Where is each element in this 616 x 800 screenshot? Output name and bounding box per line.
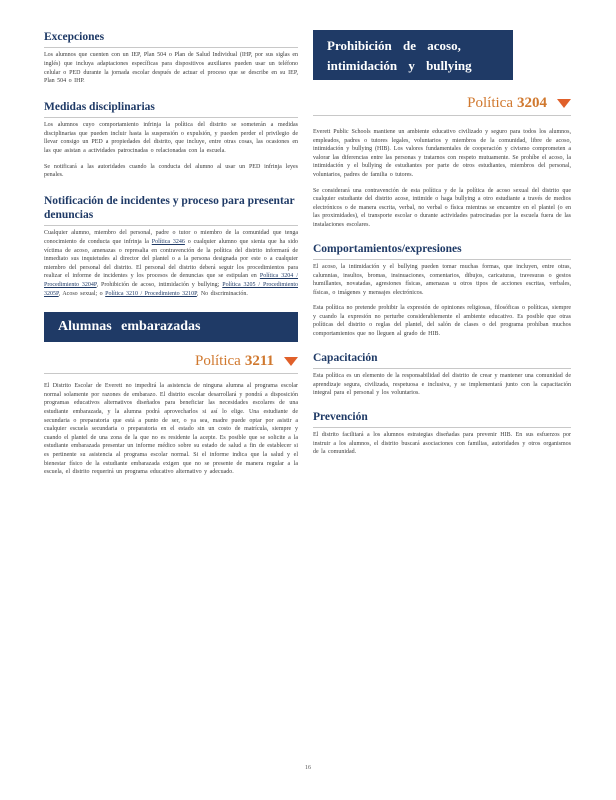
right-column bbox=[313, 30, 571, 464]
triangle-down-icon bbox=[557, 99, 571, 108]
harassment-text-2: Se considerará una contravención de esta política y de la política de acoso sexual del distrito que cualquier estudiante del distrito acose, intimide o haga bullying a otro estudiante a través de medios electrónicos o de manera escrita, verbal, no verbal o física mientras se encuentre en el plantel (o en las proximidades), el transporte escolar o durante actividades patrocinadas por la escuela fuera de las instalaciones escolares. bbox=[313, 187, 571, 228]
policy-3246-link[interactable]: Política 3246 bbox=[151, 239, 185, 246]
pregnant-students-text: El Distrito Escolar de Everett no impedirá la asistencia de ninguna alumna al programa escolar normal solamente por razones de embarazo. El distrito escolar desarrollará y pondrá a disposición programas educativos alternativos diseñados para beneficiar las necesidades escolares de una estudiante embarazada, y la alumna podrá aprovecharlos si así lo elige. Una estudiante de secundaria o preparatoria que está a punto de ser, o ya sea, madre puede optar por asistir a cualquier escuela secundaria o preparatoria en el estado sin un costo de matrícula, siempre y cuando el plantel de una zona de la que no es residente la acepte. Es posible que se solicite a la estudiante embarazada presentar un informe médico sobre su estado de salud a fin de establecer si es pertinente su asistencia al programa escolar normal. Si el informe indica que la salud y el bienestar físico de la estudiante embarazada exigen que no se presente de manera regular a la escuela, el distrito requerirá un programa educativo alternativo y adecuado. bbox=[44, 383, 298, 476]
discipline-heading: Medidas disciplinarias bbox=[44, 100, 298, 118]
exceptions-text: Los alumnos que cuenten con un IEP, Plan 504 o Plan de Salud Individual (IHP, por sus siglas en inglés) que incluya adaptaciones específicas para dispositivos auxiliares pueden usar un teléfono celular o PED durante la jornada escolar después de actuar el proceso que se describe en su IEP, Plan 504 o IHP. bbox=[44, 52, 298, 85]
behaviors-text-1: El acoso, la intimidación y el bullying pueden tomar muchas formas, que incluyen, entre otras, calumnias, insultos, bromas, insinuaciones, comentarios, dibujos, caricaturas, travesuras o gestos humillantes, novatadas, agresiones físicas, amenazas u otros tipos de acciones escritas, verbales, físicas, o imágenes y mensajes electrónicos. bbox=[313, 263, 571, 296]
training-text: Esta política es un elemento de la responsabilidad del distrito de crear y mantener una comunidad de aprendizaje segura, civilizada, respetuosa e inclusiva, y se implementará junto con la capacitación integral para el personal y los voluntarios. bbox=[313, 373, 571, 397]
exceptions-heading: Excepciones bbox=[44, 30, 298, 48]
policy-number: 3211 bbox=[244, 353, 274, 370]
discipline-note: Se notificará a las autoridades cuando la conducta del alumno al usar un PED infrinja leyes penales. bbox=[44, 163, 298, 179]
left-column bbox=[44, 30, 298, 484]
behaviors-text-2: Esta política no pretende prohibir la expresión de opiniones religiosas, filosóficas o políticas, siempre y cuando la expresión no perturbe considerablemente el ambiente educativo. Es posible que otras políticas del distrito o reglas del plantel, del salón de clases o del programa prohíban muchos comportamientos que no lleguen al grado de HIB. bbox=[313, 305, 571, 338]
prevention-text: El distrito facilitará a los alumnos estrategias diseñadas para prevenir HIB. En sus esfuerzos por instruir a los alumnos, el distrito buscará asociaciones con familias, autoridades y otros organismos de la comunidad. bbox=[313, 432, 571, 456]
policy-label: Política bbox=[194, 353, 241, 370]
incident-text-part-5: , No discriminación. bbox=[196, 290, 248, 297]
incident-text-part-3: , Prohibición de acoso, intimidación y bullying; bbox=[96, 282, 220, 288]
triangle-down-icon bbox=[284, 357, 298, 366]
pregnant-students-banner bbox=[44, 312, 298, 342]
policy-3211-row bbox=[44, 352, 298, 374]
policy-3204-link[interactable]: Política 3204 / Procedimiento 3204P bbox=[44, 273, 299, 288]
discipline-text: Los alumnos cuyo comportamiento infrinja la política del distrito se someterán a medidas disciplinarias que pueden incluir hasta la suspensión o expulsión, y pueden perder el privilegio de llevar consigo un PED a propiedades del distrito, que incluye, entre otras cosas, las ocasiones en las que asistan a actividades patrocinadas o relacionadas con la escuela. bbox=[44, 122, 298, 154]
policy-3205-link[interactable]: Política 3205 / Procedimiento 3205P bbox=[44, 282, 298, 297]
behaviors-heading: Comportamientos/expresiones bbox=[313, 242, 571, 260]
page-number: 16 bbox=[305, 765, 311, 771]
harassment-text-1: Everett Public Schools mantiene un ambiente educativo civilizado y seguro para todos los alumnos, empleados, padres o tutores legales, voluntarios y miembros de la comunidad, libre de acoso, intimidación y bullying (HIB). Los valores fundamentales de cooperación y civismo comprometen a valorar las diferencias entre las personas y tratarnos con respeto mutuamente. Se prohíbe el acoso, la intimidación y el bullying de estudiantes por parte de otros estudiantes, miembros del personal, voluntarios, padres de familia o tutores. bbox=[313, 129, 571, 178]
policy-3204-row bbox=[313, 94, 571, 116]
training-heading: Capacitación bbox=[313, 351, 571, 369]
incident-text bbox=[44, 229, 298, 298]
incident-text-part-2: o cualquier alumno que sienta que ha sido víctima de acoso, amenazas o represalia en contravención de la política del distrito informará de inmediato sus inquietudes al director del plantel o a la persona designada por este o a cualquier miembro del personal del distrito. El personal del distrito deberá seguir los procedimientos para realizar el informe de incidentes y los procesos de denuncias que se estipulan en bbox=[44, 239, 299, 280]
harassment-title: Prohibición de acoso, intimidación y bullying bbox=[327, 38, 472, 73]
pregnant-students-title: Alumnas embarazadas bbox=[58, 319, 201, 335]
incident-text-part-4: , Acoso sexual; o bbox=[58, 290, 103, 297]
incident-heading: Notificación de incidentes y proceso para presentar denuncias bbox=[44, 194, 298, 227]
incident-text-part-1: Cualquier alumno, miembro del personal, padre o tutor o miembro de la comunidad que tenga conocimiento de conducta que infrinja la bbox=[44, 230, 298, 246]
harassment-banner bbox=[313, 30, 513, 80]
policy-3210-link[interactable]: Política 3210 / Procedimiento 3210P bbox=[105, 290, 197, 297]
policy-label: Política bbox=[467, 95, 513, 111]
prevention-heading: Prevención bbox=[313, 410, 571, 428]
policy-number: 3204 bbox=[517, 95, 547, 111]
